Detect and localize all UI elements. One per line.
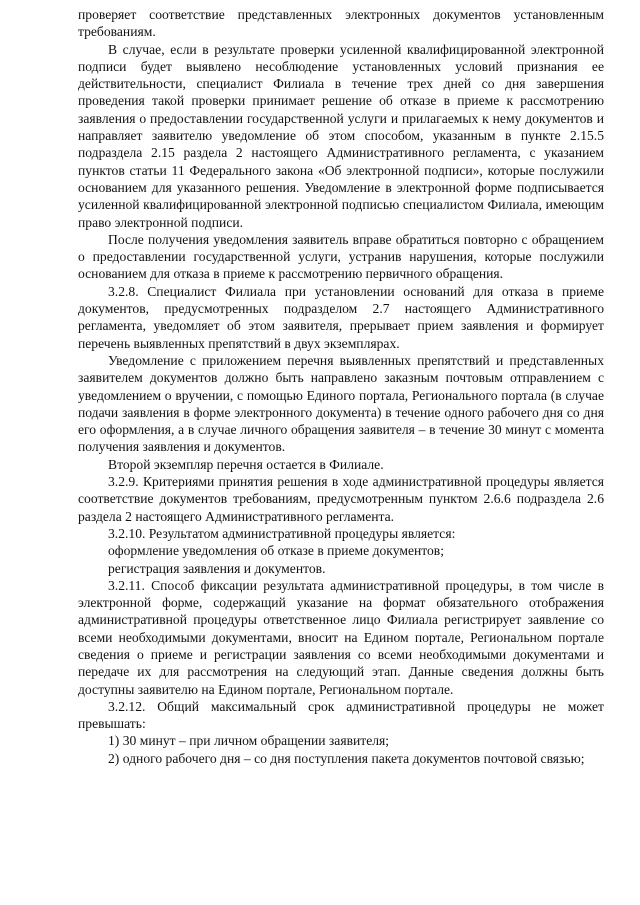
paragraph-5: Уведомление с приложением перечня выявленных препятствий и представленных заявителем документов должно быть направлено заказным почтовым отправлением с уведомлением о вручении, с помощью Единого портала, Регионального портала (в случае подачи заявления в форме электронного документа) в течение одного рабочего дня со дня его оформления, а в случае личного обращения заявителя – в течение 30 минут с момента получения заявления и документов. xyxy=(78,352,604,455)
paragraph-10: регистрация заявления и документов. xyxy=(108,560,326,576)
paragraph-8: 3.2.10. Результатом административной процедуры является: xyxy=(108,525,456,541)
paragraph-1: проверяет соответствие представленных электронных документов установленным требованиям. xyxy=(78,7,604,40)
paragraph-7: 3.2.9. Критериями принятия решения в ходе административной процедуры является соответствие документов требованиям, предусмотренным пунктом 2.6.6 подраздела 2.6 раздела 2 настоящего Административного регламента. xyxy=(78,474,604,524)
paragraph-9: оформление уведомления об отказе в приеме документов; xyxy=(108,543,444,559)
paragraph-4: 3.2.8. Специалист Филиала при установлении оснований для отказа в приеме документов, предусмотренных подразделом 2.7 настоящего Административного регламента, уведомляет об этом заявителя, прерывает прием заявления и формирует перечень выявленных препятствий в двух экземплярах. xyxy=(78,283,604,351)
paragraph-14: 2) одного рабочего дня – со дня поступления пакета документов почтовой связью; xyxy=(108,750,585,766)
paragraph-11: 3.2.11. Способ фиксации результата административной процедуры, в том числе в электронной форме, содержащий указание на формат обязательного отображения административной процедуры ответственное лицо Филиала регистрирует заявление со всеми необходимыми документами, вносит на Едином портале, Региональном портале сведения о приеме и регистрации заявления со всеми необходимыми документами и передаче их для рассмотрения на следующий этап. Данные сведения должны быть доступны заявителю на Едином портале, Региональном портале. xyxy=(78,577,604,697)
paragraph-3: После получения уведомления заявитель вправе обратиться повторно с обращением о предоставлении государственной услуги, устранив нарушения, которые послужили основанием для отказа в приеме к рассмотрению первичного обращения. xyxy=(78,231,604,282)
paragraph-2: В случае, если в результате проверки усиленной квалифицированной электронной подписи будет выявлено несоблюдение установленных условий признания ее действительности, специалист Филиала в течение трех дней со дня завершения проведения такой проверки принимает решение об отказе в приеме к рассмотрению заявления о предоставлении государственной услуги и прилагаемых к нему документов и направляет заявителю уведомление об этом способом, указанным в пункте 2.15.5 подраздела 2.15 раздела 2 настоящего Административного регламента, с указанием пунктов статьи 11 Федерального закона «Об электронной подписи», которые послужили основанием для указанного решения. Уведомление в электронной форме подписывается усиленной квалифицированной электронной подписью специалистом Филиала, имеющим право электронной подписи. xyxy=(78,41,604,230)
paragraph-13: 1) 30 минут – при личном обращении заявителя; xyxy=(108,733,390,749)
paragraph-12: 3.2.12. Общий максимальный срок административной процедуры не может превышать: xyxy=(78,698,604,732)
paragraph-6: Второй экземпляр перечня остается в Филиале. xyxy=(108,456,384,472)
